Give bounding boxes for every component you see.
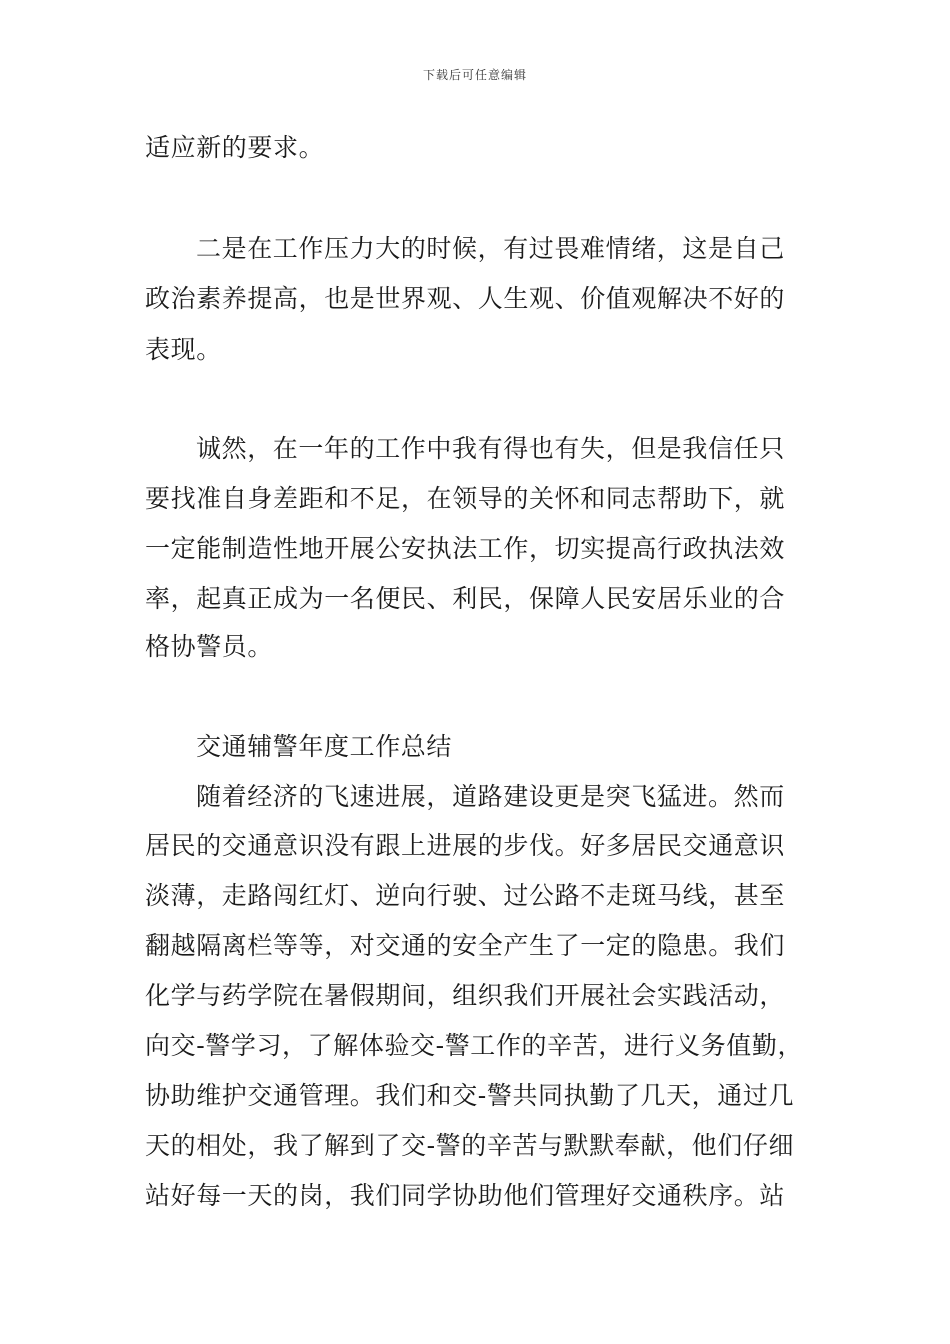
text-line: 淡薄，走路闯红灯、逆向行驶、过公路不走斑马线，甚至 xyxy=(145,881,786,910)
text-line: 二是在工作压力大的时候，有过畏难情绪，这是自己 xyxy=(196,234,785,263)
section-title: 交通辅警年度工作总结 xyxy=(196,732,453,761)
text-line: 协助维护交通管理。我们和交-警共同执勤了几天，通过几 xyxy=(145,1081,795,1110)
text-line: 适应新的要求。 xyxy=(145,133,325,162)
text-line: 一定能制造性地开展公安执法工作，切实提高行政执法效 xyxy=(145,534,786,563)
text-line: 居民的交通意识没有跟上进展的步伐。好多居民交通意识 xyxy=(145,831,786,860)
text-line: 化学与药学院在暑假期间，组织我们开展社会实践活动， xyxy=(145,981,786,1010)
text-line: 翻越隔离栏等等，对交通的安全产生了一定的隐患。我们 xyxy=(145,931,786,960)
text-line: 政治素养提高，也是世界观、人生观、价值观解决不好的 xyxy=(145,284,786,313)
text-line: 率，起真正成为一名便民、利民，保障人民安居乐业的合 xyxy=(145,584,786,613)
text-line: 格协警员。 xyxy=(145,632,274,661)
text-line: 表现。 xyxy=(145,335,222,364)
text-line: 站好每一天的岗，我们同学协助他们管理好交通秩序。站 xyxy=(145,1181,786,1210)
page-header: 下载后可任意编辑 xyxy=(422,68,527,82)
text-line: 要找准自身差距和不足，在领导的关怀和同志帮助下，就 xyxy=(145,484,786,513)
text-line: 诚然，在一年的工作中我有得也有失，但是我信任只 xyxy=(196,434,785,463)
text-line: 随着经济的飞速进展，道路建设更是突飞猛进。然而 xyxy=(196,782,785,811)
text-line: 天的相处，我了解到了交-警的辛苦与默默奉献，他们仔细 xyxy=(145,1131,795,1160)
text-line: 向交-警学习，了解体验交-警工作的辛苦，进行义务值勤， xyxy=(145,1031,804,1060)
